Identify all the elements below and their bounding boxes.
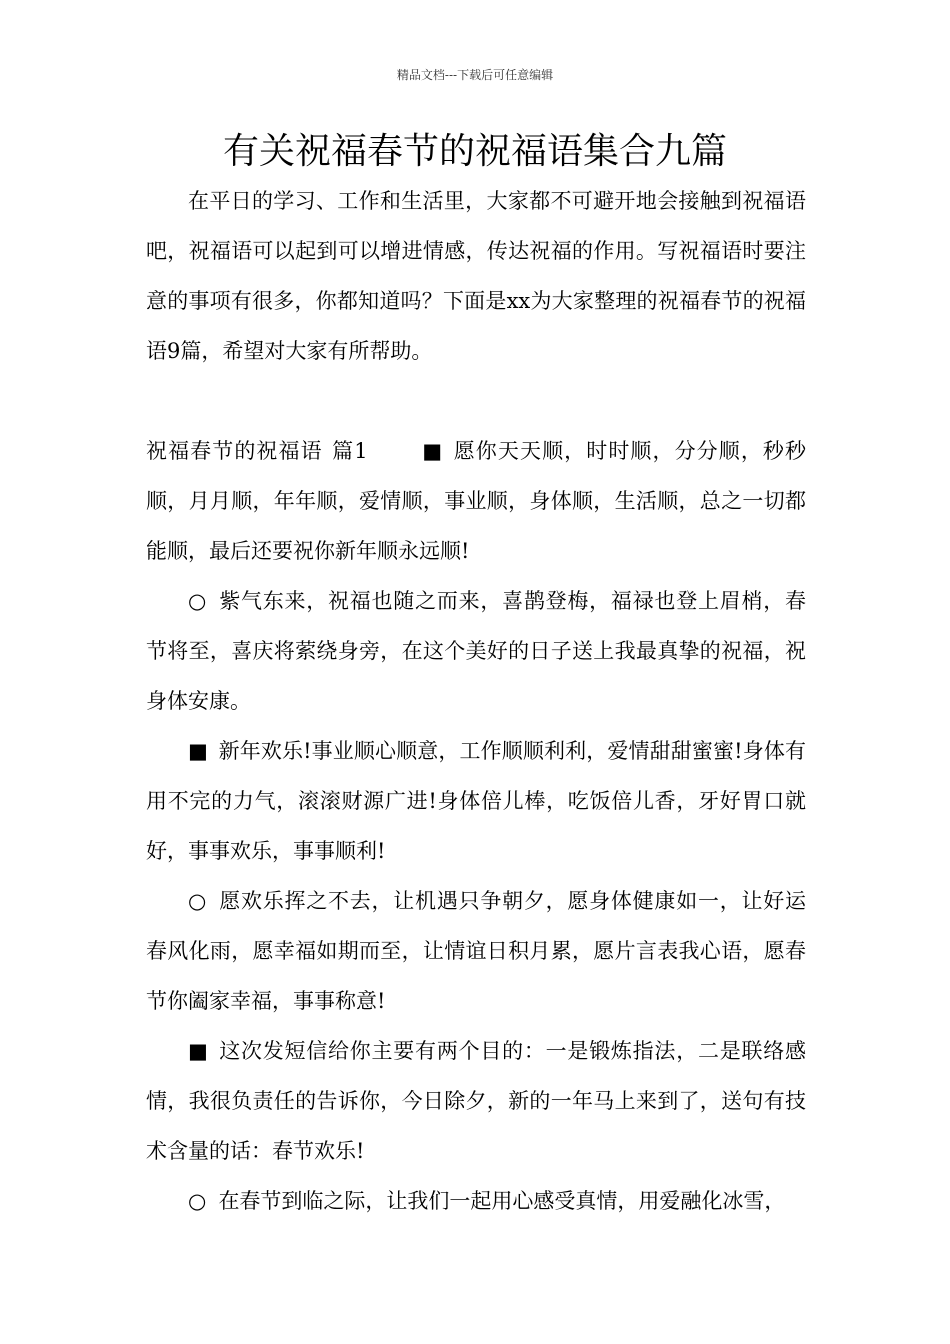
wish-paragraph: [146, 876, 806, 1026]
document-title: 有关祝福春节的祝福语集合九篇: [222, 131, 727, 172]
square-bullet-icon: ■: [188, 739, 208, 763]
square-bullet-icon: ■: [188, 1039, 208, 1063]
wish-paragraph: [146, 576, 806, 726]
square-bullet-icon: ■: [422, 439, 443, 463]
circle-bullet-icon: ○: [188, 889, 207, 913]
paragraph-text: 愿欢乐挥之不去，让机遇只争朝夕，愿身体健康如一，让好运春风化雨，愿幸福如期而至，让情谊日积月累，愿片言表我心语，愿春节你阖家幸福，事事称意!: [146, 889, 806, 1013]
paragraph-text: 这次发短信给你主要有两个目的：一是锻炼指法，二是联络感情，我很负责任的告诉你，今日除夕，新的一年马上来到了，送句有技术含量的话：春节欢乐!: [146, 1039, 806, 1163]
paragraph-text: 新年欢乐!事业顺心顺意，工作顺顺利利，爱情甜甜蜜蜜!身体有用不完的力气，滚滚财源广进!身体倍儿棒，吃饭倍儿香，牙好胃口就好，事事欢乐，事事顺利!: [146, 739, 806, 863]
paragraph-spacer: [146, 376, 806, 426]
circle-bullet-icon: ○: [188, 589, 207, 613]
intro-paragraph: 在平日的学习、工作和生活里，大家都不可避开地会接触到祝福语吧，祝福语可以起到可以增进情感，传达祝福的作用。写祝福语时要注意的事项有很多，你都知道吗？下面是xx为大家整理的祝福春节的祝福语9篇，希望对大家有所帮助。: [146, 189, 806, 363]
section-1-paragraph: [146, 426, 806, 576]
wish-paragraph: [146, 1026, 806, 1176]
circle-bullet-icon: ○: [188, 1189, 207, 1213]
section-number: 篇1: [331, 439, 368, 463]
paragraph-text: 紫气东来，祝福也随之而来，喜鹊登梅，福禄也登上眉梢，春节将至，喜庆将萦绕身旁，在这个美好的日子送上我最真挚的祝福，祝身体安康。: [146, 589, 806, 713]
document-body: [146, 176, 806, 1226]
section-label: 祝福春节的祝福语: [146, 439, 323, 463]
wish-paragraph: [146, 1176, 806, 1226]
wish-paragraph: [146, 726, 806, 876]
header-note: 精品文档---下载后可任意编辑: [396, 68, 554, 82]
paragraph-text: 愿你天天顺，时时顺，分分顺，秒秒顺，月月顺，年年顺，爱情顺，事业顺，身体顺，生活顺，总之一切都能顺，最后还要祝你新年顺永远顺!: [146, 439, 806, 563]
paragraph-text: 在春节到临之际，让我们一起用心感受真情，用爱融化冰雪，: [218, 1189, 786, 1213]
